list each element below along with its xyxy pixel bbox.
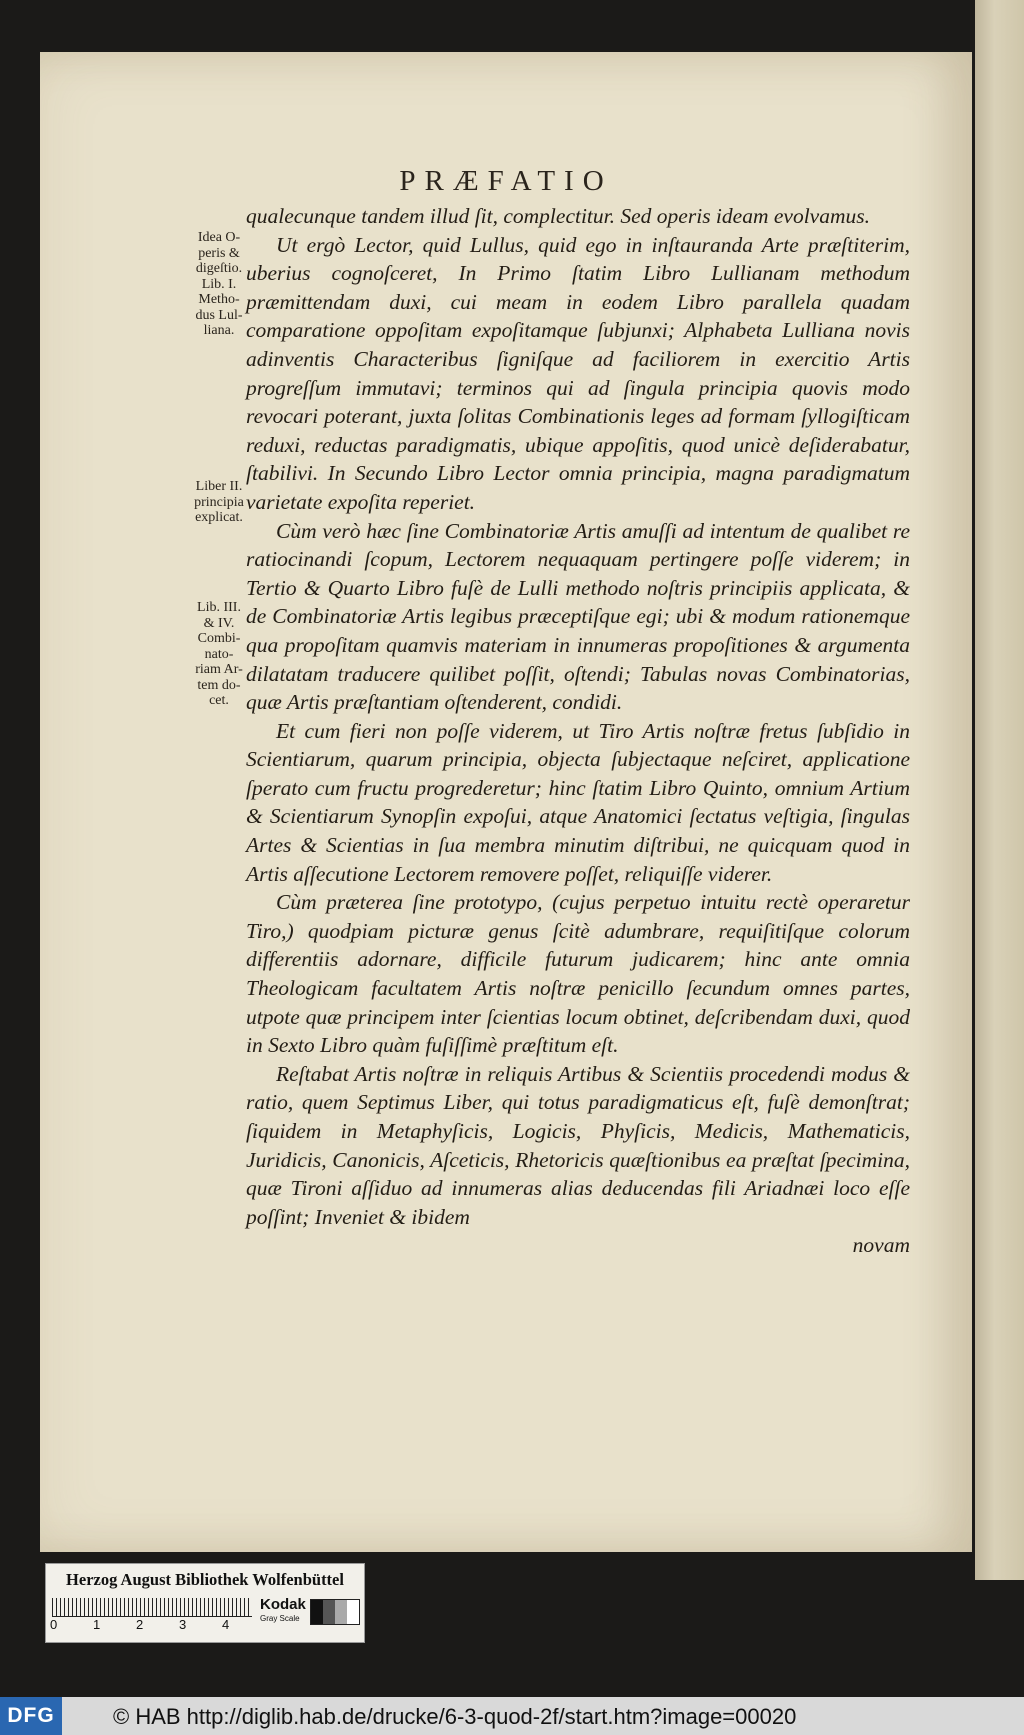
paragraph: Ut ergò Lector, quid Lullus, quid ego in inſtauranda Arte præſtiterim, uberius cognoſceret, In Primo ſtatim Libro Lullianam methodum præmittendam duxi, cui meam in eodem Libro parallela quadam comparatione oppoſitam expoſitamque ſubjunxi; Alphabeta Lulliana novis adinventis Characteribus ſigniſque ad faciliorem in exercitio Artis progreſſum immutavi; terminos qui ad ſingula principia quovis modo revocari poterant, juxta ſolitas Combinationis leges ad formam ſyllogiſticam reduxi, reductas paradigmatis, ubique appoſitis, quod unicè deſiderabatur, ſtabilivi. In Secundo Libro Lector omnia principia, magna paradigmatum varietate expoſita reperiet.	[246, 232, 910, 514]
dfg-logo: DFG	[0, 1697, 62, 1735]
margin-note-line: Idea O-	[197, 230, 241, 245]
margin-note-1	[188, 230, 250, 339]
margin-note-line: & IV.	[203, 615, 235, 631]
margin-note-line: Lib. III.	[197, 600, 241, 615]
margin-note-line: Combi-	[197, 631, 241, 646]
margin-note-line: explicat.	[195, 510, 243, 525]
margin-note-line: riam Ar-	[195, 662, 243, 677]
copyright-link[interactable]: © HAB http://diglib.hab.de/drucke/6-3-quod-2f/start.htm?image=00020	[113, 1704, 797, 1729]
margin-note-line: digeſtio.	[195, 261, 243, 276]
margin-note-line: Lib. I.	[201, 276, 237, 292]
paragraph: Reſtabat Artis noſtræ in reliquis Artibus & Scientiis procedendi modus & ratio, quem Septimus Liber, qui totus paradigmaticus eſt, fuſè demonſtrat; ſiquidem in Metaphyſicis, Logicis, Phyſicis, Medicis, Mathematicis, Juridicis, Canonicis, Aſceticis, Rhetoricis quæſtionibus ea præſtat ſpecimina, quæ Tironi aſſiduo ad innumeras alias deducendas fili Ariadnæi loco eſſe poſſint; Inveniet & ibidem	[246, 1061, 910, 1229]
ruler-number: 1	[93, 1617, 101, 1632]
paragraph: Cùm præterea ſine prototypo, (cujus perpetuo intuitu rectè operaretur Tiro,) quodpiam picturæ genus ſcitè adumbrare, requiſitiſque colorum differentiis adornare, difficile futurum judicarem; hinc ante omnia Theologicam facultatem Artis noſtræ penicillo ſecundum omnes partes, utpote quæ principem inter ſcientias locum obtinet, deſcribendam duxi, quod in Sexto Libro quàm fuſiſſimè præſtitum eſt.	[246, 890, 910, 1058]
gray-swatch	[347, 1600, 359, 1624]
ruler-number: 0	[50, 1617, 58, 1632]
library-color-card	[45, 1563, 365, 1643]
page-title: PRÆFATIO	[399, 165, 613, 197]
body-text	[246, 202, 910, 1260]
margin-note-3	[188, 600, 250, 709]
paragraph: qualecunque tandem illud ſit, complectitur. Sed operis ideam evolvamus.	[246, 204, 870, 228]
ruler-number: 3	[179, 1617, 187, 1632]
margin-note-line: dus Lul-	[195, 307, 243, 323]
gray-swatch	[323, 1600, 335, 1624]
margin-note-line: cet.	[209, 693, 229, 708]
scale-ruler	[52, 1598, 252, 1617]
margin-note-line: tem do-	[197, 677, 241, 693]
catchword: novam	[852, 1233, 910, 1258]
footer-bar	[0, 1697, 1024, 1735]
library-name: Herzog August Bibliothek Wolfenbüttel	[66, 1570, 344, 1589]
facing-page-edge	[975, 0, 1024, 1580]
ruler-number: 4	[222, 1617, 230, 1632]
margin-note-line: principia	[194, 494, 244, 510]
paragraph: Cùm verò hæc ſine Combinatoriæ Artis amuſſi ad intentum de qualibet re ratiocinandi ſcopum, Lectorem nequaquam pertingere poſſe viderem; in Tertio & Quarto Libro fuſè de Lulli methodo noſtris principiis applicata, & de Combinatoriæ Artis legibus præceptiſque egi; ubi & modum rationemque qua propoſitam quamvis materiam in innumeras propoſitiones & argumenta dilatatam traducere quilibet poſſit, oſtendi; Tabulas novas Combinatorias, quæ Artis præſtantiam oſtenderent, condidi.	[246, 518, 910, 715]
margin-note-2	[188, 479, 250, 526]
gray-swatch	[335, 1600, 347, 1624]
margin-note-line: peris &	[198, 245, 240, 261]
margin-note-line: liana.	[203, 323, 235, 338]
kodak-logo: Kodak	[260, 1596, 306, 1613]
margin-note-line: Metho-	[198, 292, 240, 307]
gray-swatches	[310, 1599, 360, 1625]
book-page	[40, 52, 972, 1552]
margin-note-line: Liber II.	[195, 479, 243, 494]
gray-swatch	[311, 1600, 323, 1624]
paragraph: Et cum fieri non poſſe viderem, ut Tiro Artis noſtræ fretus ſubſidio in Scientiarum, quarum principia, objecta ſubjectaque neſciret, applicatione ſperato cum fructu progrederetur; hinc ſtatim Libro Quinto, omnium Artium & Scientiarum Synopſin expoſui, atque Anatomici ſectatus veſtigia, ſingulas Artes & Scientias in ſua membra minutim diſtribui, ne quicquam quod in Artis aſſecutione Lectorem removere poſſet, reliquiſſe viderer.	[246, 718, 910, 886]
ruler-number: 2	[136, 1617, 144, 1632]
margin-note-line: nato-	[204, 646, 234, 662]
gray-scale-label: Gray Scale	[260, 1614, 300, 1623]
